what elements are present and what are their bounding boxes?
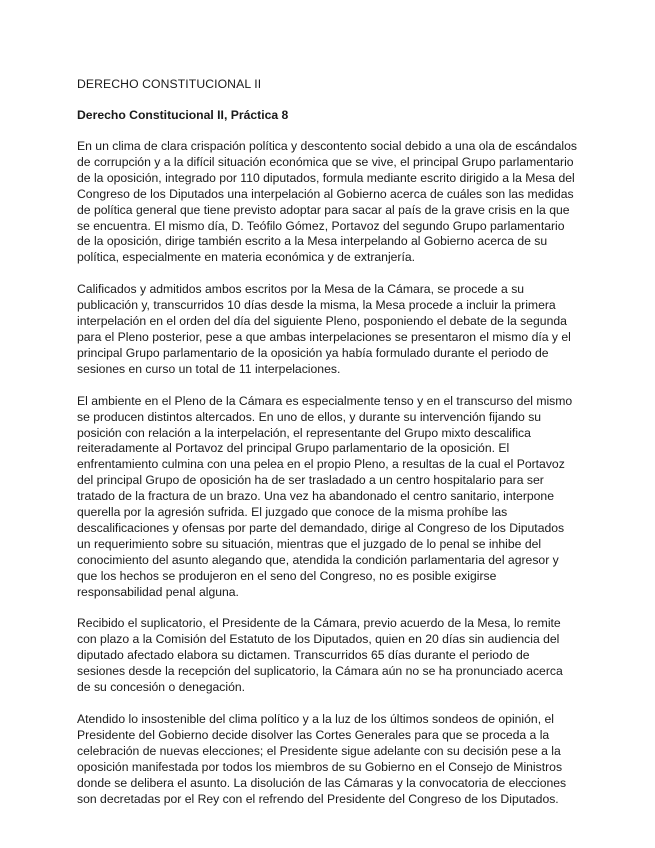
- paragraph-5: Atendido lo insostenible del clima político y a la luz de los últimos sondeos de opinión, el Presidente del Gobierno decide disolver las Cortes Generales para que se proceda a la celebración de nuevas elecciones; el Presidente sigue adelante con su decisión pese a la oposición manifestada por todos los miembros de su Gobierno en el Consejo de Ministros donde se delibera el asunto. La disolución de las Cámaras y la convocatoria de elecciones son decretadas por el Rey con el refrendo del Presidente del Congreso de los Diputados.: [77, 712, 567, 806]
- document-page: [77, 76, 577, 823]
- paragraph-2: Calificados y admitidos ambos escritos por la Mesa de la Cámara, se procede a su publicación y, transcurridos 10 días desde la misma, la Mesa procede a incluir la primera interpelación en el orden del día del siguiente Pleno, posponiendo el debate de la segunda para el Pleno posterior, pese a que ambas interpelaciones se presentaron el mismo día y el principal Grupo parlamentario de la oposición ya había formulado durante el periodo de sesiones en curso un total de 11 interpelaciones.: [77, 282, 571, 376]
- paragraph-4: Recibido el suplicatorio, el Presidente de la Cámara, previo acuerdo de la Mesa, lo remite con plazo a la Comisión del Estatuto de los Diputados, quien en 20 días sin audiencia del diputado afectado elabora su dictamen. Transcurridos 65 días durante el periodo de sesiones desde la recepción del suplicatorio, la Cámara aún no se ha pronunciado acerca de su concesión o denegación.: [77, 616, 563, 695]
- paragraph-1: En un clima de clara crispación política y descontento social debido a una ola de escándalos de corrupción y a la difícil situación económica que se vive, el principal Grupo parlamentario de la oposición, integrado por 110 diputados, formula mediante escrito dirigido a la Mesa del Congreso de los Diputados una interpelación al Gobierno acerca de cuáles son las medidas de política general que tiene previsto adoptar para sacar al país de la grave crisis en la que se encuentra. El mismo día, D. Teófilo Gómez, Portavoz del segundo Grupo parlamentario de la oposición, dirige también escrito a la Mesa interpelando al Gobierno acerca de su política, especialmente en materia económica y de extranjería.: [77, 139, 577, 265]
- paragraph-3: El ambiente en el Pleno de la Cámara es especialmente tenso y en el transcurso del mismo se producen distintos altercados. En uno de ellos, y durante su intervención fijando su posición con relación a la interpelación, el representante del Grupo mixto descalifica reiteradamente al Portavoz del principal Grupo parlamentario de la oposición. El enfrentamiento culmina con una pelea en el propio Pleno, a resultas de la cual el Portavoz del principal Grupo de oposición ha de ser trasladado a un centro hospitalario para ser tratado de la fractura de un brazo. Una vez ha abandonado el centro sanitario, interpone querella por la agresión sufrida. El juzgado que conoce de la misma prohíbe las descalificaciones y ofensas por parte del demandado, dirige al Congreso de los Diputados un requerimiento sobre su situación, mientras que el juzgado de lo penal se inhibe del conocimiento del asunto alegando que, atendida la condición parlamentaria del agresor y que los hechos se produjeron en el seno del Congreso, no es posible exigirse responsabilidad penal alguna.: [77, 393, 573, 599]
- practice-title: Derecho Constitucional II, Práctica 8: [77, 108, 289, 122]
- course-header: DERECHO CONSTITUCIONAL II: [77, 77, 262, 91]
